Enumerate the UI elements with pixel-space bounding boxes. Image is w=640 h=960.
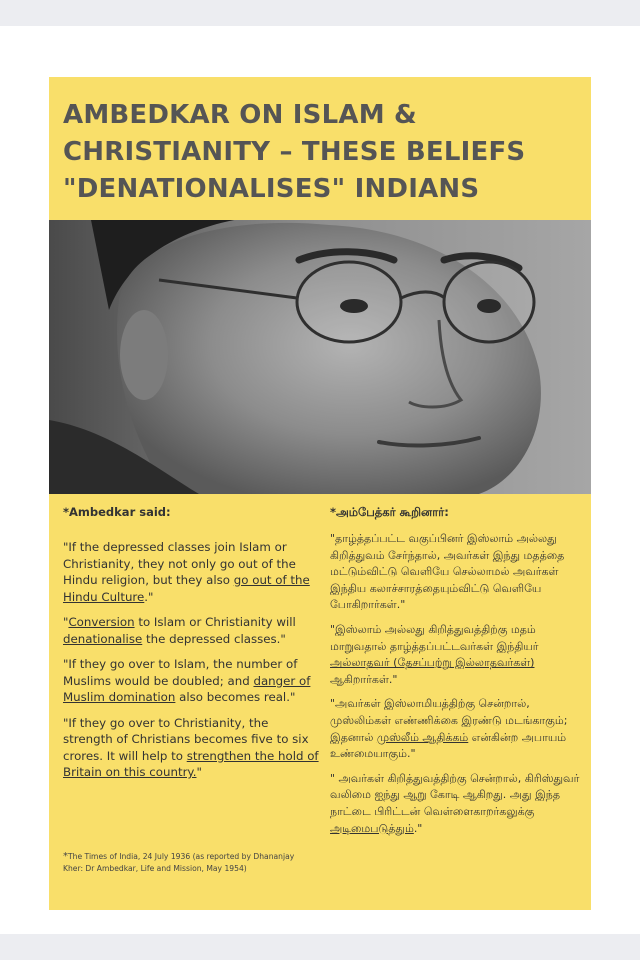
portrait-photo bbox=[49, 220, 591, 494]
english-column bbox=[63, 505, 319, 790]
title-line-3: "DENATIONALISES" INDIANS bbox=[63, 174, 480, 204]
quote-2-start: " bbox=[63, 615, 69, 629]
quote-4-text: "If they go over to Christianity, the strength of Christians becomes five to six crores. It will help to bbox=[63, 715, 309, 763]
quote-3-underlined: danger of Muslim domination bbox=[63, 673, 311, 704]
tamil-heading: *அம்பேத்கர் கூறினார்: bbox=[330, 505, 449, 519]
english-quote-1 bbox=[63, 539, 319, 605]
citation-text: The Times of India, 24 July 1936 (as reported by Dhananjay Kher: Dr Ambedkar, Life and Mission, May 1954) bbox=[63, 852, 295, 873]
portrait-illustration bbox=[49, 220, 591, 494]
tamil-quote-3-end: என்கின்ற அபாயம் உண்மையாகும்." bbox=[330, 730, 567, 761]
citation-asterisk: * bbox=[63, 851, 68, 862]
tamil-quote-4 bbox=[330, 771, 584, 837]
tamil-column bbox=[330, 505, 584, 845]
quote-2-end: the depressed classes." bbox=[142, 631, 286, 646]
english-quote-2 bbox=[63, 614, 319, 647]
quote-1-text: "If the depressed classes join Islam or Christianity, they not only go out of the Hindu religion, but they also bbox=[63, 540, 296, 587]
quote-2-underlined: Conversion bbox=[68, 615, 135, 629]
english-quote-4 bbox=[63, 715, 319, 781]
tamil-quote-3-text: "அவர்கள் இஸ்லாமியத்திற்கு சென்றால், முஸ்லிம்கள் எண்ணிக்கை இரண்டு மடங்காகும்; இதனால் bbox=[330, 697, 568, 744]
quote-4-end: " bbox=[196, 765, 202, 779]
title-line-1: AMBEDKAR ON ISLAM & bbox=[63, 100, 417, 130]
page-sheet bbox=[0, 26, 640, 934]
poster bbox=[49, 77, 591, 910]
quote-1-underlined: go out of the Hindu Culture bbox=[63, 573, 310, 604]
quote-2-underlined-2: denationalise bbox=[63, 631, 143, 646]
tamil-quote-2-end: ஆகிறார்கள்." bbox=[330, 672, 398, 686]
tamil-quote-2 bbox=[330, 622, 584, 688]
tamil-quote-4-underlined: அடிமைபடுத்தும் bbox=[330, 821, 414, 835]
tamil-quote-2-text: "இஸ்லாம் அல்லது கிறித்துவத்திற்கு மதம் மாறுவதால் தாழ்த்தப்பட்டவர்கள் இந்தியர் bbox=[330, 622, 539, 653]
source-citation bbox=[63, 851, 313, 875]
tamil-quote-1: "தாழ்த்தப்பட்ட வகுப்பினர் இஸ்லாம் அல்லது கிறித்துவம் சேர்ந்தால், அவர்கள் இந்து மதத்தை மட்டும்விட்டு வெளியே செல்லாமல் அவர்கள் இந்திய கலாச்சாரத்தையும்விட்டு வெளியே போகிறார்கள்." bbox=[330, 532, 565, 612]
quote-2-text: to Islam or Christianity will bbox=[134, 615, 296, 629]
tamil-quote-3-underlined: முஸ்லீம் ஆதிக்கம் bbox=[376, 730, 469, 744]
english-quote-3 bbox=[63, 656, 319, 706]
english-heading: *Ambedkar said: bbox=[63, 505, 171, 519]
tamil-quote-4-text: " அவர்கள் கிறித்துவத்திற்கு சென்றால், கிரிஸ்துவர் வலிமை ஐந்து ஆறு கோடி ஆகிறது. அது இந்த நாட்டை பிரிட்டன் வெள்ளைகாறர்கலுக்கு bbox=[330, 771, 580, 818]
quote-1-end: ." bbox=[144, 589, 154, 604]
quote-3-text: "If they go over to Islam, the number of Muslims would be doubled; and bbox=[63, 657, 298, 688]
tamil-quote-4-end: ." bbox=[413, 821, 423, 835]
title-line-2: CHRISTIANITY – THESE BELIEFS bbox=[63, 137, 526, 167]
tamil-quote-2-underlined: அல்லாதவர் (தேசப்பற்று இல்லாதவர்கள்) bbox=[330, 656, 535, 670]
quote-3-end: also becomes real." bbox=[175, 690, 296, 704]
quote-4-underlined: strengthen the hold of Britain on this country. bbox=[63, 748, 319, 779]
poster-title bbox=[63, 97, 583, 208]
tamil-quote-3 bbox=[330, 696, 584, 762]
